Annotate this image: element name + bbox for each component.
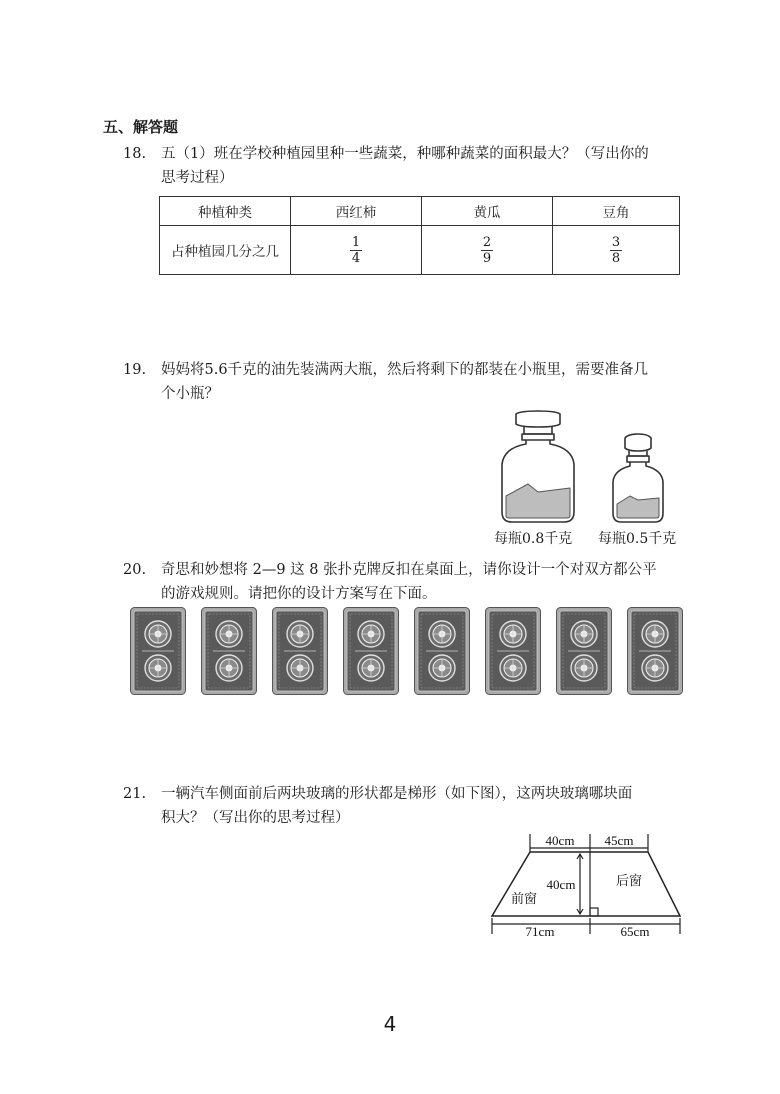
table-cell-fraction — [422, 226, 553, 275]
q21-text-1: 一辆汽车侧面前后两块玻璃的形状都是梯形（如下图），这两块玻璃哪块面 — [161, 786, 633, 802]
q20-line1 — [123, 558, 657, 582]
playing-card — [272, 607, 328, 695]
trapezoid-diagram — [484, 830, 684, 942]
big-bottle-label: 每瓶0.8千克 — [494, 531, 573, 547]
playing-card — [556, 607, 612, 695]
height-length: 40cm — [546, 877, 576, 892]
fraction: $\frac{3}{8}$ — [611, 234, 621, 266]
q18-text-1: 五（1）班在学校种植园里种一些蔬菜，种哪种蔬菜的面积最大？（写出你的 — [161, 146, 649, 162]
table-header-cell: 西红柿 — [291, 197, 422, 226]
q19-number: 19. — [123, 362, 147, 378]
table-row-label: 占种植园几分之几 — [160, 226, 291, 275]
playing-card — [414, 607, 470, 695]
q19-line2: 个小瓶？ — [161, 386, 219, 402]
back-window-label: 后窗 — [615, 873, 643, 888]
table-header-cell: 种植种类 — [160, 197, 291, 226]
q20-text-1: 奇思和妙想将 2—9 这 8 张扑克牌反扣在桌面上，请你设计一个对双方都公平 — [161, 562, 657, 578]
top-left-length: 40cm — [545, 833, 575, 848]
q19-line1 — [123, 358, 648, 382]
q18-line1 — [123, 142, 649, 166]
table-cell-fraction — [291, 226, 422, 275]
playing-card — [627, 607, 683, 695]
section-title: 五、解答题 — [103, 118, 179, 136]
small-bottle-icon — [613, 434, 663, 522]
q21-line2: 积大？（写出你的思考过程） — [161, 810, 350, 826]
bottles-illustration — [490, 408, 690, 526]
page-number: 4 — [383, 1012, 397, 1036]
fraction: $\frac{1}{4}$ — [351, 234, 361, 266]
table-header-cell: 豆角 — [553, 197, 680, 226]
q21-line1 — [123, 782, 632, 806]
q21-number: 21. — [123, 786, 147, 802]
playing-card — [485, 607, 541, 695]
playing-card — [130, 607, 186, 695]
small-bottle-label: 每瓶0.5千克 — [598, 531, 677, 547]
bottom-left-length: 71cm — [525, 924, 555, 939]
top-right-length: 45cm — [604, 833, 634, 848]
big-bottle-icon — [502, 411, 574, 522]
q18-number: 18. — [123, 146, 147, 162]
q20-number: 20. — [123, 562, 147, 578]
playing-card — [343, 607, 399, 695]
playing-card — [201, 607, 257, 695]
fraction: $\frac{2}{9}$ — [482, 234, 492, 266]
q18-line2: 思考过程） — [161, 170, 234, 186]
vegetable-table — [159, 196, 680, 275]
right-angle-mark — [590, 908, 598, 916]
q20-line2: 的游戏规则。请把你的设计方案写在下面。 — [161, 586, 437, 602]
front-window-label: 前窗 — [510, 891, 538, 906]
table-header-cell: 黄瓜 — [422, 197, 553, 226]
table-cell-fraction — [553, 226, 680, 275]
trapezoid-outline — [492, 852, 680, 916]
bottom-right-length: 65cm — [620, 924, 650, 939]
q19-text-1: 妈妈将5.6千克的油先装满两大瓶，然后将剩下的都装在小瓶里，需要准备几 — [161, 362, 649, 378]
